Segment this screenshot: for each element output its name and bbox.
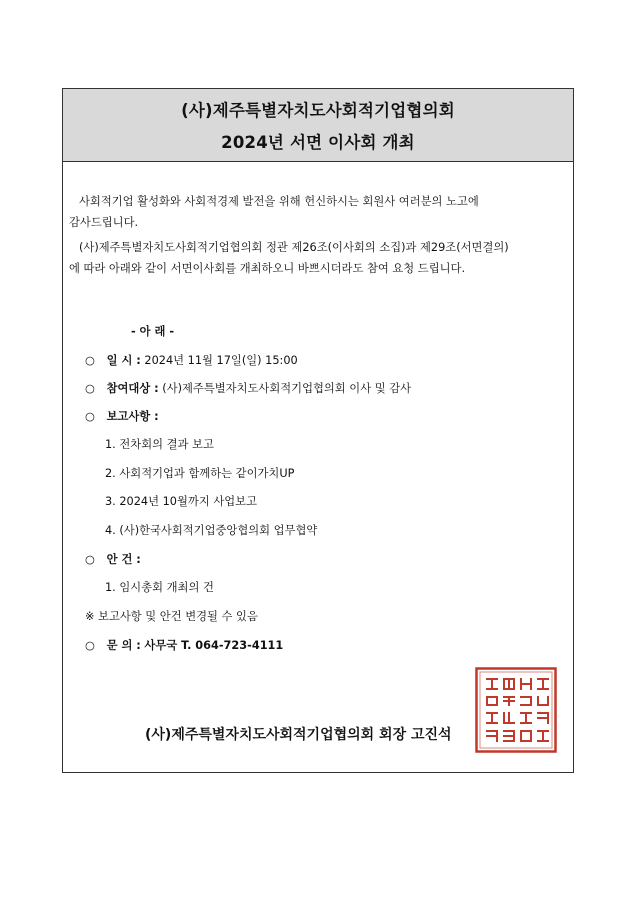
inquiry-label: 문 의 : [106, 639, 141, 652]
agenda-row [85, 551, 141, 567]
report-item: 2. 사회적기업과 함께하는 같이가치UP [105, 467, 295, 480]
intro-p2-line1: (사)제주특별자치도사회적기업협의회 정관 제26조(이사회의 소집)과 제29조(서면결의) [79, 241, 509, 254]
title-box [63, 89, 573, 162]
change-note: ※ 보고사항 및 안건 변경될 수 있음 [85, 610, 258, 623]
report-item: 4. (사)한국사회적기업중앙협의회 업무협약 [105, 524, 318, 537]
title-event: 2024년 서면 이사회 개최 [221, 133, 415, 152]
participants-label: 참여대상 : [106, 382, 159, 395]
datetime-value: 2024년 11월 17일(일) 15:00 [144, 354, 298, 367]
reports-row [85, 408, 159, 424]
document-frame [62, 88, 574, 773]
intro-paragraph-1 [69, 191, 569, 233]
agenda-item: 1. 임시총회 개최의 건 [105, 581, 214, 594]
circle-bullet-icon: ○ [85, 410, 95, 423]
below-marker: - 아 래 - [131, 325, 175, 338]
signature-line: (사)제주특별자치도사회적기업협의회 회장 고진석 [145, 727, 452, 743]
participants-value: (사)제주특별자치도사회적기업협의회 이사 및 감사 [162, 382, 412, 395]
intro-p2-line2: 에 따라 아래와 같이 서면이사회를 개최하오니 바쁘시더라도 참여 요청 드립니다. [69, 262, 466, 275]
circle-bullet-icon: ○ [85, 354, 95, 367]
intro-paragraph-2 [69, 237, 569, 279]
participants-row [85, 380, 411, 396]
datetime-row [85, 352, 298, 368]
intro-p1-line2: 감사드립니다. [69, 216, 139, 229]
official-seal-icon [475, 667, 557, 753]
inquiry-row [85, 637, 283, 653]
intro-p1-line1: 사회적기업 활성화와 사회적경제 발전을 위해 헌신하시는 회원사 여러분의 노고에 [79, 195, 479, 208]
inquiry-value: 사무국 T. 064-723-4111 [144, 639, 284, 652]
report-item: 1. 전차회의 결과 보고 [105, 438, 214, 451]
circle-bullet-icon: ○ [85, 382, 95, 395]
reports-label: 보고사항 : [106, 410, 159, 423]
title-organization: (사)제주특별자치도사회적기업협의회 [181, 101, 455, 120]
circle-bullet-icon: ○ [85, 639, 95, 652]
circle-bullet-icon: ○ [85, 553, 95, 566]
datetime-label: 일 시 : [106, 354, 141, 367]
report-item: 3. 2024년 10월까지 사업보고 [105, 495, 257, 508]
agenda-label: 안 건 : [106, 553, 141, 566]
